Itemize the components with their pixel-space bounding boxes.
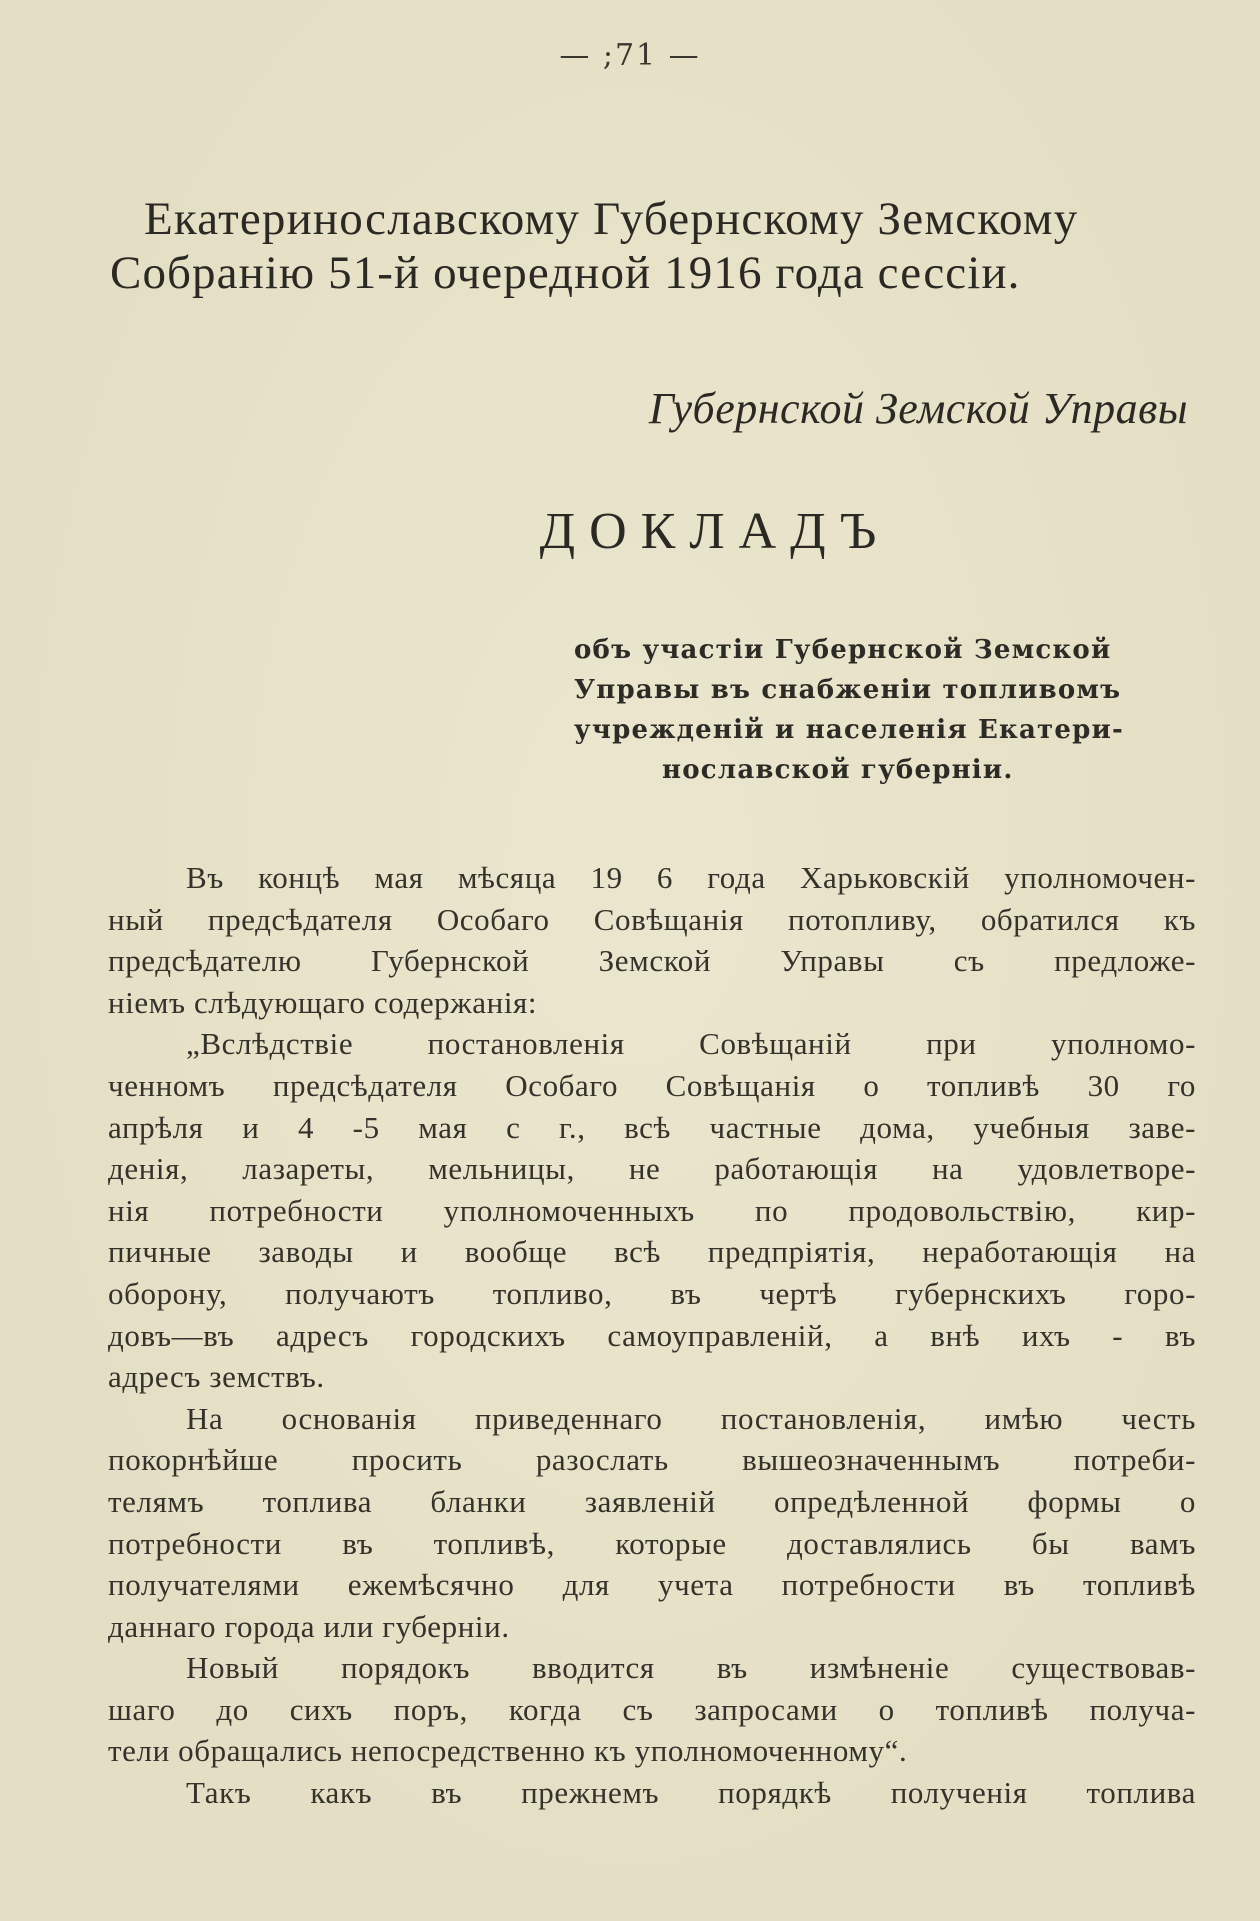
subtitle-line: Управы въ снабженіи топливомъ <box>574 675 1122 705</box>
body-line: покорнѣйше просить разослать вышеозначеннымъ потреби- <box>108 1442 1196 1478</box>
body-line: пичные заводы и вообще всѣ предпріятія, неработающія на <box>108 1234 1196 1270</box>
subtitle-line: нославской губерніи. <box>662 755 1014 785</box>
body-line: шаго до сихъ поръ, когда съ запросами о топливѣ получа- <box>108 1691 1196 1727</box>
body-line: адресъ земствъ. <box>108 1359 325 1395</box>
subtitle-line: учрежденій и населенія Екатери- <box>574 715 1124 745</box>
body-line: ный предсѣдателя Особаго Совѣщанія потопливу, обратился къ <box>108 901 1196 937</box>
body-line: получателями ежемѣсячно для учета потребности въ топливѣ <box>108 1567 1196 1603</box>
body-line: „Вслѣдствіе постановленія Совѣщаній при уполномо- <box>186 1026 1196 1062</box>
body-line: Въ концѣ мая мѣсяца 19 6 года Харьковскій уполномочен- <box>186 860 1196 895</box>
body-line: тели обращались непосредственно къ уполномоченному“. <box>108 1733 908 1769</box>
body-line: Новый порядокъ вводится въ измѣненіе существовав- <box>186 1650 1196 1686</box>
title-line-1: Екатеринославскому Губернскому Земскому <box>144 193 1079 245</box>
subtitle-line: объ участіи Губернской Земской <box>574 635 1112 665</box>
report-subtitle <box>574 630 1194 790</box>
body-line: оборону, получаютъ топливо, въ чертѣ губернскихъ горо- <box>108 1275 1196 1311</box>
title-line-2: Собранію 51-й очередной 1916 года сессіи. <box>110 247 1021 299</box>
body-line: нія потребности уполномоченныхъ по продовольствію, кир- <box>108 1192 1196 1228</box>
document-heading: ДОКЛАДЪ <box>539 503 891 560</box>
body-text <box>108 857 1196 1814</box>
body-line: телямъ топлива бланки заявленій опредѣленной формы о <box>108 1483 1196 1519</box>
page-number: — ;71 — <box>559 38 701 73</box>
body-line: ніемъ слѣдующаго содержанія: <box>108 984 538 1020</box>
body-line: даннаго города или губерніи. <box>108 1608 510 1644</box>
body-line: предсѣдателю Губернской Земской Управы съ предложе- <box>108 943 1196 979</box>
body-line: потребности въ топливѣ, которые доставлялись бы вамъ <box>108 1525 1196 1561</box>
body-line: ченномъ предсѣдателя Особаго Совѣщанія о топливѣ 30 го <box>108 1067 1196 1103</box>
report-title <box>110 192 1190 300</box>
body-line: На основанія приведеннаго постановленія, имѣю честь <box>186 1400 1196 1436</box>
body-line: Такъ какъ въ прежнемъ порядкѣ полученія топлива <box>186 1775 1196 1811</box>
authority-line: Губернской Земской Управы <box>648 384 1188 433</box>
body-line: денія, лазареты, мельницы, не работающія на удовлетворе- <box>108 1151 1196 1187</box>
body-line: апрѣля и 4 -5 мая с г., всѣ частные дома, учебныя заве- <box>108 1109 1196 1145</box>
body-line: довъ—въ адресъ городскихъ самоуправленій, а внѣ ихъ - въ <box>108 1317 1196 1353</box>
